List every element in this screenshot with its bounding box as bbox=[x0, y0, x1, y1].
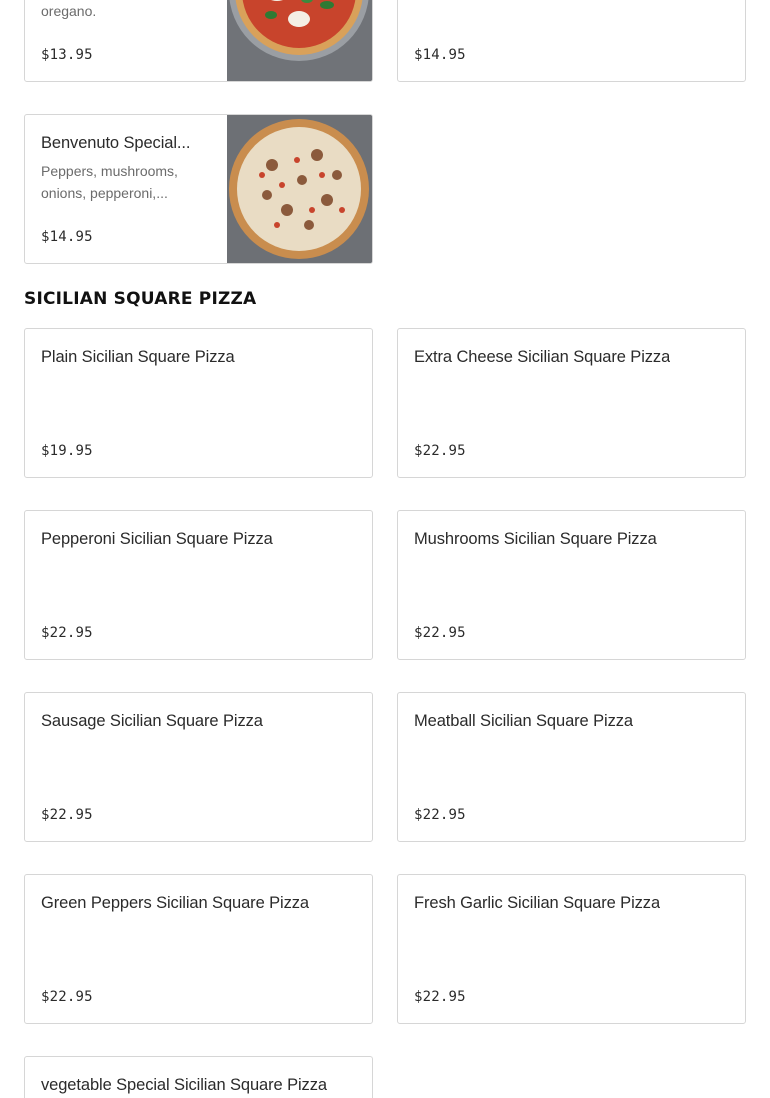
item-price: $22.95 bbox=[41, 989, 93, 1005]
item-price: $22.95 bbox=[414, 807, 466, 823]
item-price: $19.95 bbox=[41, 443, 93, 459]
item-name: Benvenuto Special... bbox=[41, 134, 191, 152]
item-price: $22.95 bbox=[414, 989, 466, 1005]
item-price: $22.95 bbox=[41, 807, 93, 823]
item-name: Fresh Garlic Sicilian Square Pizza bbox=[414, 894, 661, 912]
menu-item-card[interactable] bbox=[24, 0, 373, 82]
item-name: Mushrooms Sicilian Square Pizza bbox=[414, 530, 657, 548]
section-title: SICILIAN SQUARE PIZZA bbox=[24, 289, 257, 309]
menu-item-card[interactable] bbox=[397, 328, 746, 478]
menu-item-card[interactable] bbox=[24, 692, 373, 842]
special-pizza-image bbox=[227, 115, 372, 263]
margherita-pizza-image bbox=[227, 0, 372, 81]
menu-item-card[interactable] bbox=[24, 510, 373, 660]
menu-item-card[interactable] bbox=[24, 1056, 373, 1098]
item-price: $14.95 bbox=[41, 229, 93, 245]
item-name: Green Peppers Sicilian Square Pizza bbox=[41, 894, 309, 912]
item-price: $22.95 bbox=[414, 443, 466, 459]
item-description: Peppers, mushrooms, onions, pepperoni,... bbox=[41, 163, 178, 201]
item-name: Meatball Sicilian Square Pizza bbox=[414, 712, 633, 730]
item-name: Pepperoni Sicilian Square Pizza bbox=[41, 530, 273, 548]
item-description: oregano. bbox=[41, 3, 97, 19]
item-name: Sausage Sicilian Square Pizza bbox=[41, 712, 263, 730]
item-name: Extra Cheese Sicilian Square Pizza bbox=[414, 348, 671, 366]
item-name: Plain Sicilian Square Pizza bbox=[41, 348, 235, 366]
menu-item-card[interactable] bbox=[397, 0, 746, 82]
item-price: $13.95 bbox=[41, 47, 93, 63]
menu-item-card[interactable] bbox=[24, 114, 373, 264]
menu-item-card[interactable] bbox=[397, 874, 746, 1024]
menu-item-card[interactable] bbox=[397, 692, 746, 842]
item-price: $22.95 bbox=[41, 625, 93, 641]
menu-item-card[interactable] bbox=[24, 874, 373, 1024]
menu-item-card[interactable] bbox=[397, 510, 746, 660]
item-name: vegetable Special Sicilian Square Pizza bbox=[41, 1076, 327, 1094]
item-price: $22.95 bbox=[414, 625, 466, 641]
menu-item-card[interactable] bbox=[24, 328, 373, 478]
item-price: $14.95 bbox=[414, 47, 466, 63]
